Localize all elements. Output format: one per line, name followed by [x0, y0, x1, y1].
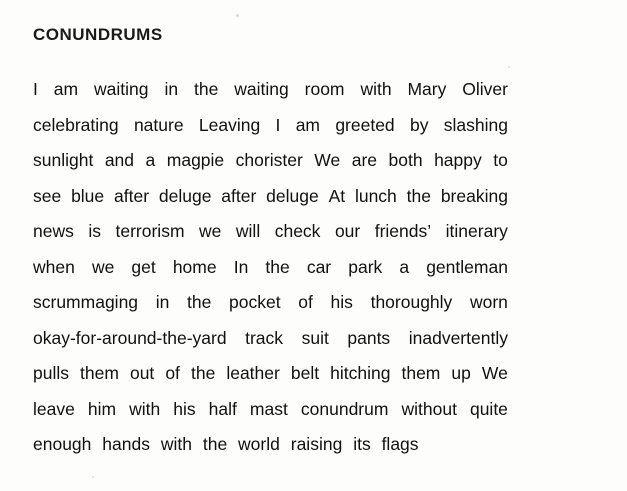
- poem-word: Oliver: [462, 79, 508, 99]
- poem-word: up: [451, 363, 471, 383]
- paper-speck: [236, 14, 239, 17]
- poem-word: news: [33, 221, 74, 241]
- poem-word: in: [155, 292, 170, 312]
- poem-word: pocket: [229, 292, 281, 312]
- poem-word: the: [193, 79, 219, 99]
- poem-word: hands: [102, 434, 150, 454]
- poem-word: both: [388, 150, 423, 170]
- poem-word: after: [114, 185, 150, 206]
- poem-word: a: [399, 256, 410, 277]
- poem-word: hitching: [330, 363, 391, 383]
- poem-word: deluge: [266, 185, 319, 206]
- poem-word: them: [80, 363, 119, 383]
- poem-word: deluge: [158, 185, 212, 206]
- poem-line: [33, 179, 508, 215]
- poem-word: itinerary: [445, 221, 508, 241]
- poem-word: out: [129, 363, 155, 383]
- poem-word: gentleman: [426, 256, 508, 277]
- poem-word: raising: [290, 434, 343, 454]
- poem-word: At: [328, 185, 346, 206]
- poem-word: mast: [249, 398, 288, 419]
- poem-word: celebrating: [33, 114, 119, 135]
- poem-word: quite: [469, 398, 508, 419]
- poem-word: him: [87, 398, 117, 419]
- poem-body: [33, 72, 508, 463]
- poem-line: [33, 392, 508, 428]
- poem-line: [33, 427, 508, 463]
- poem-word: scrummaging: [33, 292, 139, 312]
- poem-word: waiting: [234, 79, 289, 99]
- poem-word: them: [401, 363, 441, 383]
- poem-word: to: [493, 150, 508, 170]
- poem-line: [33, 143, 508, 179]
- poem-word: his: [330, 292, 353, 312]
- poem-word: We: [481, 363, 508, 383]
- poem-word: happy: [434, 150, 482, 170]
- poem-word: suit: [301, 327, 329, 348]
- poem-word: and: [104, 150, 135, 170]
- poem-word: blue: [71, 185, 105, 206]
- poem-word: leather: [226, 363, 280, 383]
- poem-word: when: [33, 256, 75, 277]
- poem-word: world: [238, 434, 280, 454]
- poem-word: track: [245, 327, 284, 348]
- poem-word: the: [265, 256, 290, 277]
- poem-word: will: [235, 221, 261, 241]
- poem-word: our: [334, 221, 361, 241]
- poem-word: magpie: [166, 150, 225, 170]
- poem-word: with: [129, 398, 161, 419]
- poem-word: half: [208, 398, 237, 419]
- poem-word: am: [295, 114, 320, 135]
- poem-word: We: [314, 150, 341, 170]
- poem-word: belt: [290, 363, 320, 383]
- poem-word: worn: [469, 292, 508, 312]
- poem-word: conundrum: [300, 398, 389, 419]
- poem-word: after: [221, 185, 257, 206]
- poem-line: [33, 214, 508, 250]
- paper-speck: [508, 66, 510, 68]
- poem-line: [33, 108, 508, 144]
- poem-line: [33, 250, 508, 286]
- poem-word: the: [190, 363, 216, 383]
- poem-word: is: [88, 221, 101, 241]
- poem-word: chorister: [235, 150, 303, 170]
- poem-line: [33, 356, 508, 392]
- poem-word: slashing: [443, 114, 508, 135]
- poem-word: get: [131, 256, 156, 277]
- poem-word: the: [202, 434, 228, 454]
- poem-word: his: [173, 398, 196, 419]
- poem-word: by: [409, 114, 429, 135]
- poem-word: okay-for-around-the-yard: [33, 327, 227, 348]
- poem-word: check: [274, 221, 321, 241]
- poem-word: a: [145, 150, 156, 170]
- poem-word: leave: [33, 398, 75, 419]
- poem-word: its: [353, 434, 371, 454]
- poem-word: terrorism: [115, 221, 185, 241]
- poem-word: see: [33, 185, 62, 206]
- poem-word: park: [348, 256, 383, 277]
- poem-word: room: [304, 79, 345, 99]
- poem-word: we: [199, 221, 222, 241]
- poem-word: with: [360, 79, 392, 99]
- poem-word: waiting: [94, 79, 149, 99]
- poem-word: In: [233, 256, 249, 277]
- poem-word: of: [165, 363, 180, 383]
- poem-word: the: [187, 292, 212, 312]
- poem-word: with: [160, 434, 192, 454]
- poem-word: without: [401, 398, 457, 419]
- poem-line: [33, 285, 508, 321]
- poem-word: inadvertently: [408, 327, 508, 348]
- poem-word: friends’: [374, 221, 432, 241]
- poem-word: the: [406, 185, 431, 206]
- poem-word: am: [53, 79, 79, 99]
- poem-word: of: [298, 292, 313, 312]
- page-title: CONUNDRUMS: [33, 25, 163, 45]
- poem-word: Mary: [407, 79, 447, 99]
- poem-word: we: [91, 256, 115, 277]
- poem-word: I: [33, 79, 38, 99]
- paper-speck: [92, 476, 94, 478]
- poem-word: in: [164, 79, 179, 99]
- poem-word: pants: [347, 327, 391, 348]
- poem-word: are: [351, 150, 378, 170]
- poem-word: car: [306, 256, 332, 277]
- poem-word: Leaving: [198, 114, 261, 135]
- poem-line: [33, 72, 508, 108]
- poem-word: enough: [33, 434, 92, 454]
- poem-word: breaking: [440, 185, 508, 206]
- poem-word: home: [172, 256, 217, 277]
- poem-word: pulls: [33, 363, 69, 383]
- poem-word: thoroughly: [370, 292, 453, 312]
- poem-word: flags: [381, 434, 419, 454]
- poem-word: lunch: [354, 185, 397, 206]
- poem-word: sunlight: [33, 150, 94, 170]
- poem-line: [33, 321, 508, 357]
- poem-word: I: [275, 114, 281, 135]
- poem-word: nature: [133, 114, 184, 135]
- poem-word: greeted: [335, 114, 395, 135]
